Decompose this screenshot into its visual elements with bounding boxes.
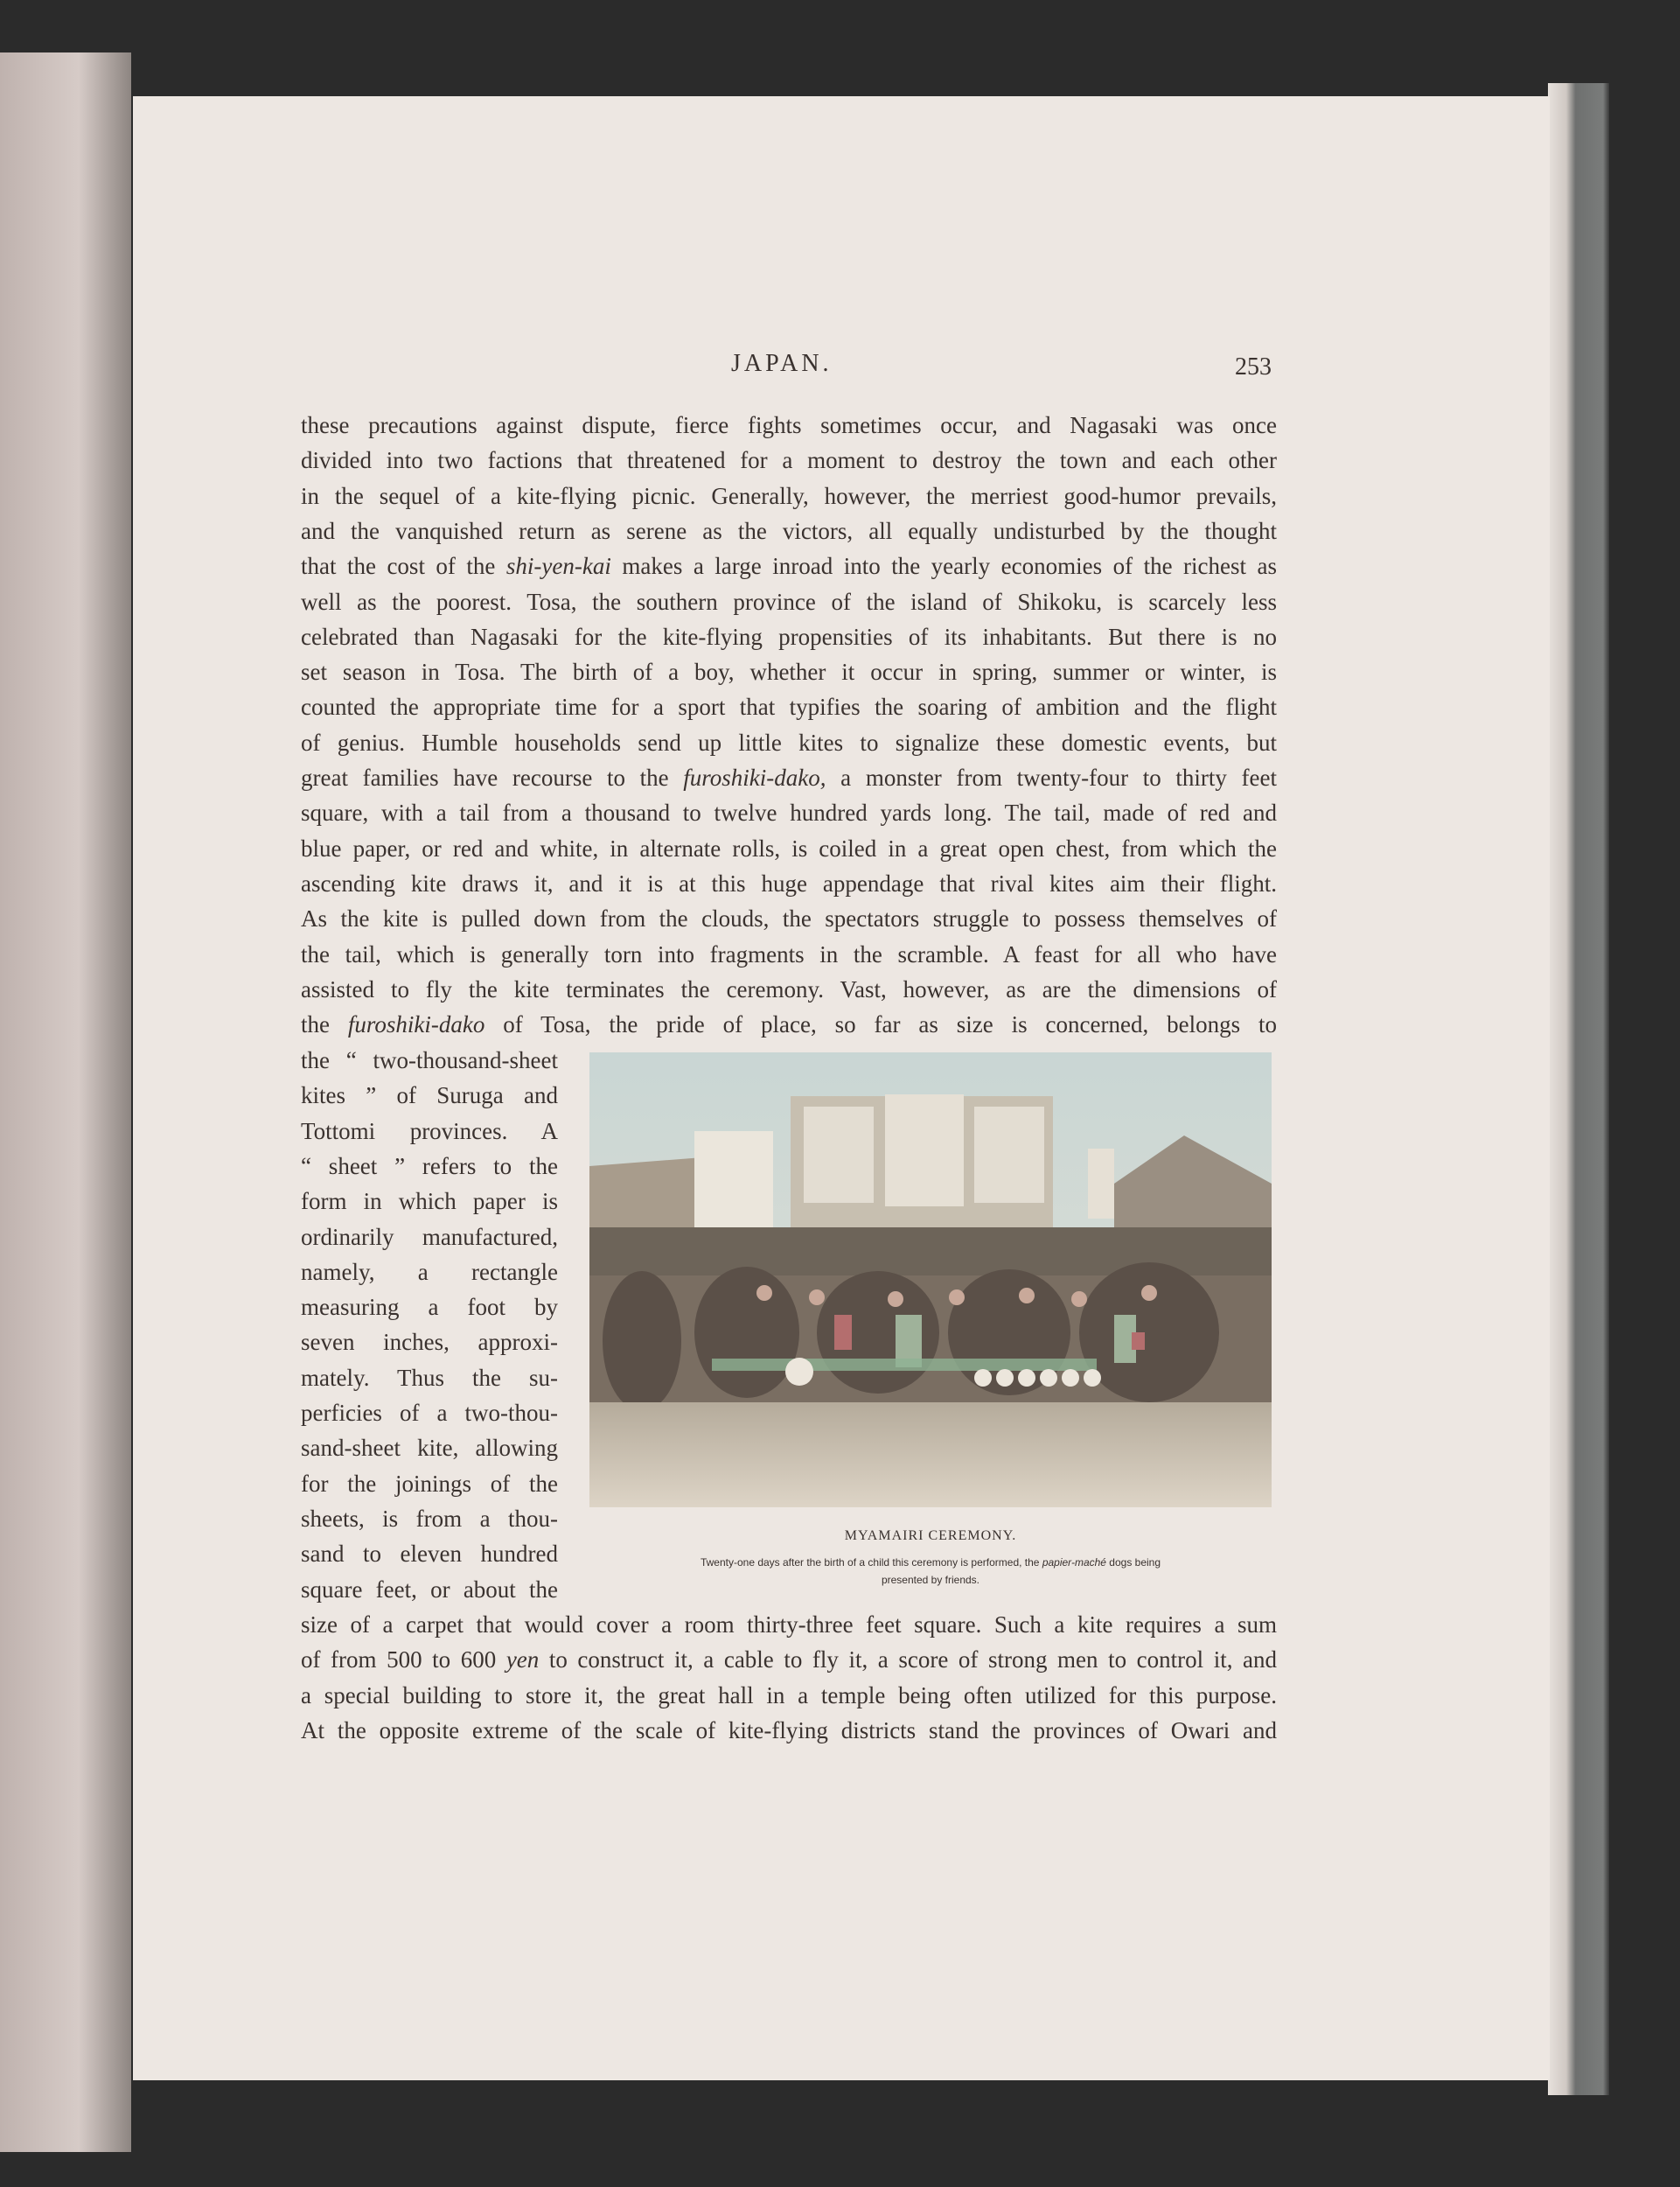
text-line: [301, 443, 1277, 478]
text-line: [301, 479, 1277, 514]
text-line: [301, 654, 1277, 689]
figure-caption-line2: presented by friends.: [881, 1574, 980, 1586]
text-line: [301, 548, 1277, 583]
text-line: Tottomi provinces. A: [301, 1117, 558, 1144]
text-line: form in which paper is: [301, 1188, 558, 1215]
text-line: the “ two-thousand-sheet: [301, 1047, 558, 1073]
figure-title: MYAMAIRI CEREMONY.: [844, 1528, 1017, 1543]
text-run: size of a carpet that would cover a room thirty-three feet square. Such a kite requires a sum: [301, 1611, 1277, 1638]
text-run: of Tosa, the pride of place, so far as size is concerned, belongs to: [484, 1011, 1277, 1038]
text-line: [301, 1607, 1277, 1642]
text-run: makes a large inroad into the yearly economies of the richest as: [610, 553, 1277, 580]
text-run: a special building to store it, the great hall in a temple being often utilized for this purpose.: [301, 1681, 1277, 1708]
text-line: sand-sheet kite, allowing: [301, 1435, 558, 1462]
text-run: a monster from twenty-four to thirty feet: [826, 765, 1277, 791]
text-run: celebrated than Nagasaki for the kite-flying propensities of its inhabitants. But there is no: [301, 623, 1277, 650]
text-line: [301, 1642, 1277, 1677]
text-line: [301, 408, 1277, 443]
text-line: for the joinings of the: [301, 1470, 558, 1497]
text-run: ascending kite draws it, and it is at this huge appendage that rival kites aim their flight.: [301, 870, 1277, 897]
text-run: of from 500 to 600: [301, 1646, 506, 1673]
text-line: [301, 514, 1277, 548]
text-line: seven inches, approxi-: [301, 1329, 558, 1356]
text-line: perficies of a two-thou-: [301, 1400, 558, 1426]
text-run: divided into two factions that threatened for a moment to destroy the town and each other: [301, 447, 1277, 474]
text-line: “ sheet ” refers to the: [301, 1152, 558, 1179]
text-run: blue paper, or red and white, in alternate rolls, is coiled in a great open chest, from which the: [301, 835, 1277, 862]
italic-term: furoshiki-dako,: [683, 765, 826, 791]
text-line: sheets, is from a thou-: [301, 1505, 558, 1532]
italic-term: furoshiki-dako: [347, 1011, 485, 1038]
text-line: [301, 831, 1277, 866]
text-line: [301, 584, 1277, 619]
text-run: these precautions against dispute, fierce fights sometimes occur, and Nagasaki was once: [301, 412, 1277, 438]
text-line: mately. Thus the su-: [301, 1364, 558, 1391]
caption-text: Twenty-one days after the birth of a child this ceremony is performed, the: [700, 1556, 1042, 1569]
text-line: kites ” of Suruga and: [301, 1082, 558, 1109]
running-head: JAPAN.: [731, 350, 833, 377]
myamairi-ceremony-photograph: [589, 1052, 1272, 1507]
text-line: [301, 619, 1277, 654]
text-run: counted the appropriate time for a sport that typifies the soaring of ambition and the flight: [301, 694, 1277, 721]
text-line: [301, 1007, 1277, 1042]
text-run: to construct it, a cable to fly it, a score of strong men to control it, and: [539, 1646, 1277, 1673]
text-run: the tail, which is generally torn into fragments in the scramble. A feast for all who have: [301, 940, 1277, 968]
text-line: [301, 725, 1277, 760]
text-run: in the sequel of a kite-flying picnic. Generally, however, the merriest good-humor prevails,: [301, 482, 1277, 509]
text-line: [301, 901, 1277, 936]
text-run: set season in Tosa. The birth of a boy, whether it occur in spring, summer or winter, is: [301, 659, 1277, 686]
text-line: [301, 760, 1277, 795]
italic-term: shi-yen-kai: [505, 553, 611, 580]
book-page-edges: [1548, 83, 1609, 2095]
text-line: [301, 972, 1277, 1007]
text-run: great families have recourse to the: [301, 765, 684, 791]
text-line: square feet, or about the: [301, 1576, 558, 1603]
text-run: As the kite is pulled down from the clouds, the spectators struggle to possess themselves of: [301, 905, 1277, 933]
text-line: [301, 937, 1277, 972]
text-run: At the opposite extreme of the scale of kite-flying districts stand the provinces of Owari and: [301, 1716, 1277, 1743]
text-line: sand to eleven hundred: [301, 1541, 558, 1568]
text-run: of genius. Humble households send up little kites to signalize these domestic events, but: [301, 729, 1277, 756]
page-number: 253: [1235, 353, 1272, 381]
text-line: measuring a foot by: [301, 1294, 558, 1321]
text-line: namely, a rectangle: [301, 1258, 558, 1285]
text-line: [301, 1713, 1277, 1748]
caption-text: dogs being: [1105, 1556, 1161, 1569]
text-run: square, with a tail from a thousand to twelve hundred yards long. The tail, made of red and: [301, 800, 1277, 827]
text-line: [301, 1678, 1277, 1713]
text-run: assisted to fly the kite terminates the ceremony. Vast, however, as are the dimensions of: [301, 975, 1277, 1003]
facing-page-edge: [0, 52, 131, 2152]
text-line: ordinarily manufactured,: [301, 1223, 558, 1250]
text-run: and the vanquished return as serene as the victors, all equally undisturbed by the thought: [301, 517, 1277, 544]
text-line: [301, 689, 1277, 724]
figure-caption: [589, 1556, 1272, 1569]
text-line: [301, 795, 1277, 830]
text-line: [301, 866, 1277, 901]
text-run: the: [301, 1011, 348, 1038]
text-run: well as the poorest. Tosa, the southern province of the island of Shikoku, is scarcely less: [301, 588, 1277, 615]
italic-term: yen: [505, 1646, 540, 1673]
text-run: that the cost of the: [301, 553, 506, 580]
caption-italic-term: papier-maché: [1042, 1556, 1106, 1569]
